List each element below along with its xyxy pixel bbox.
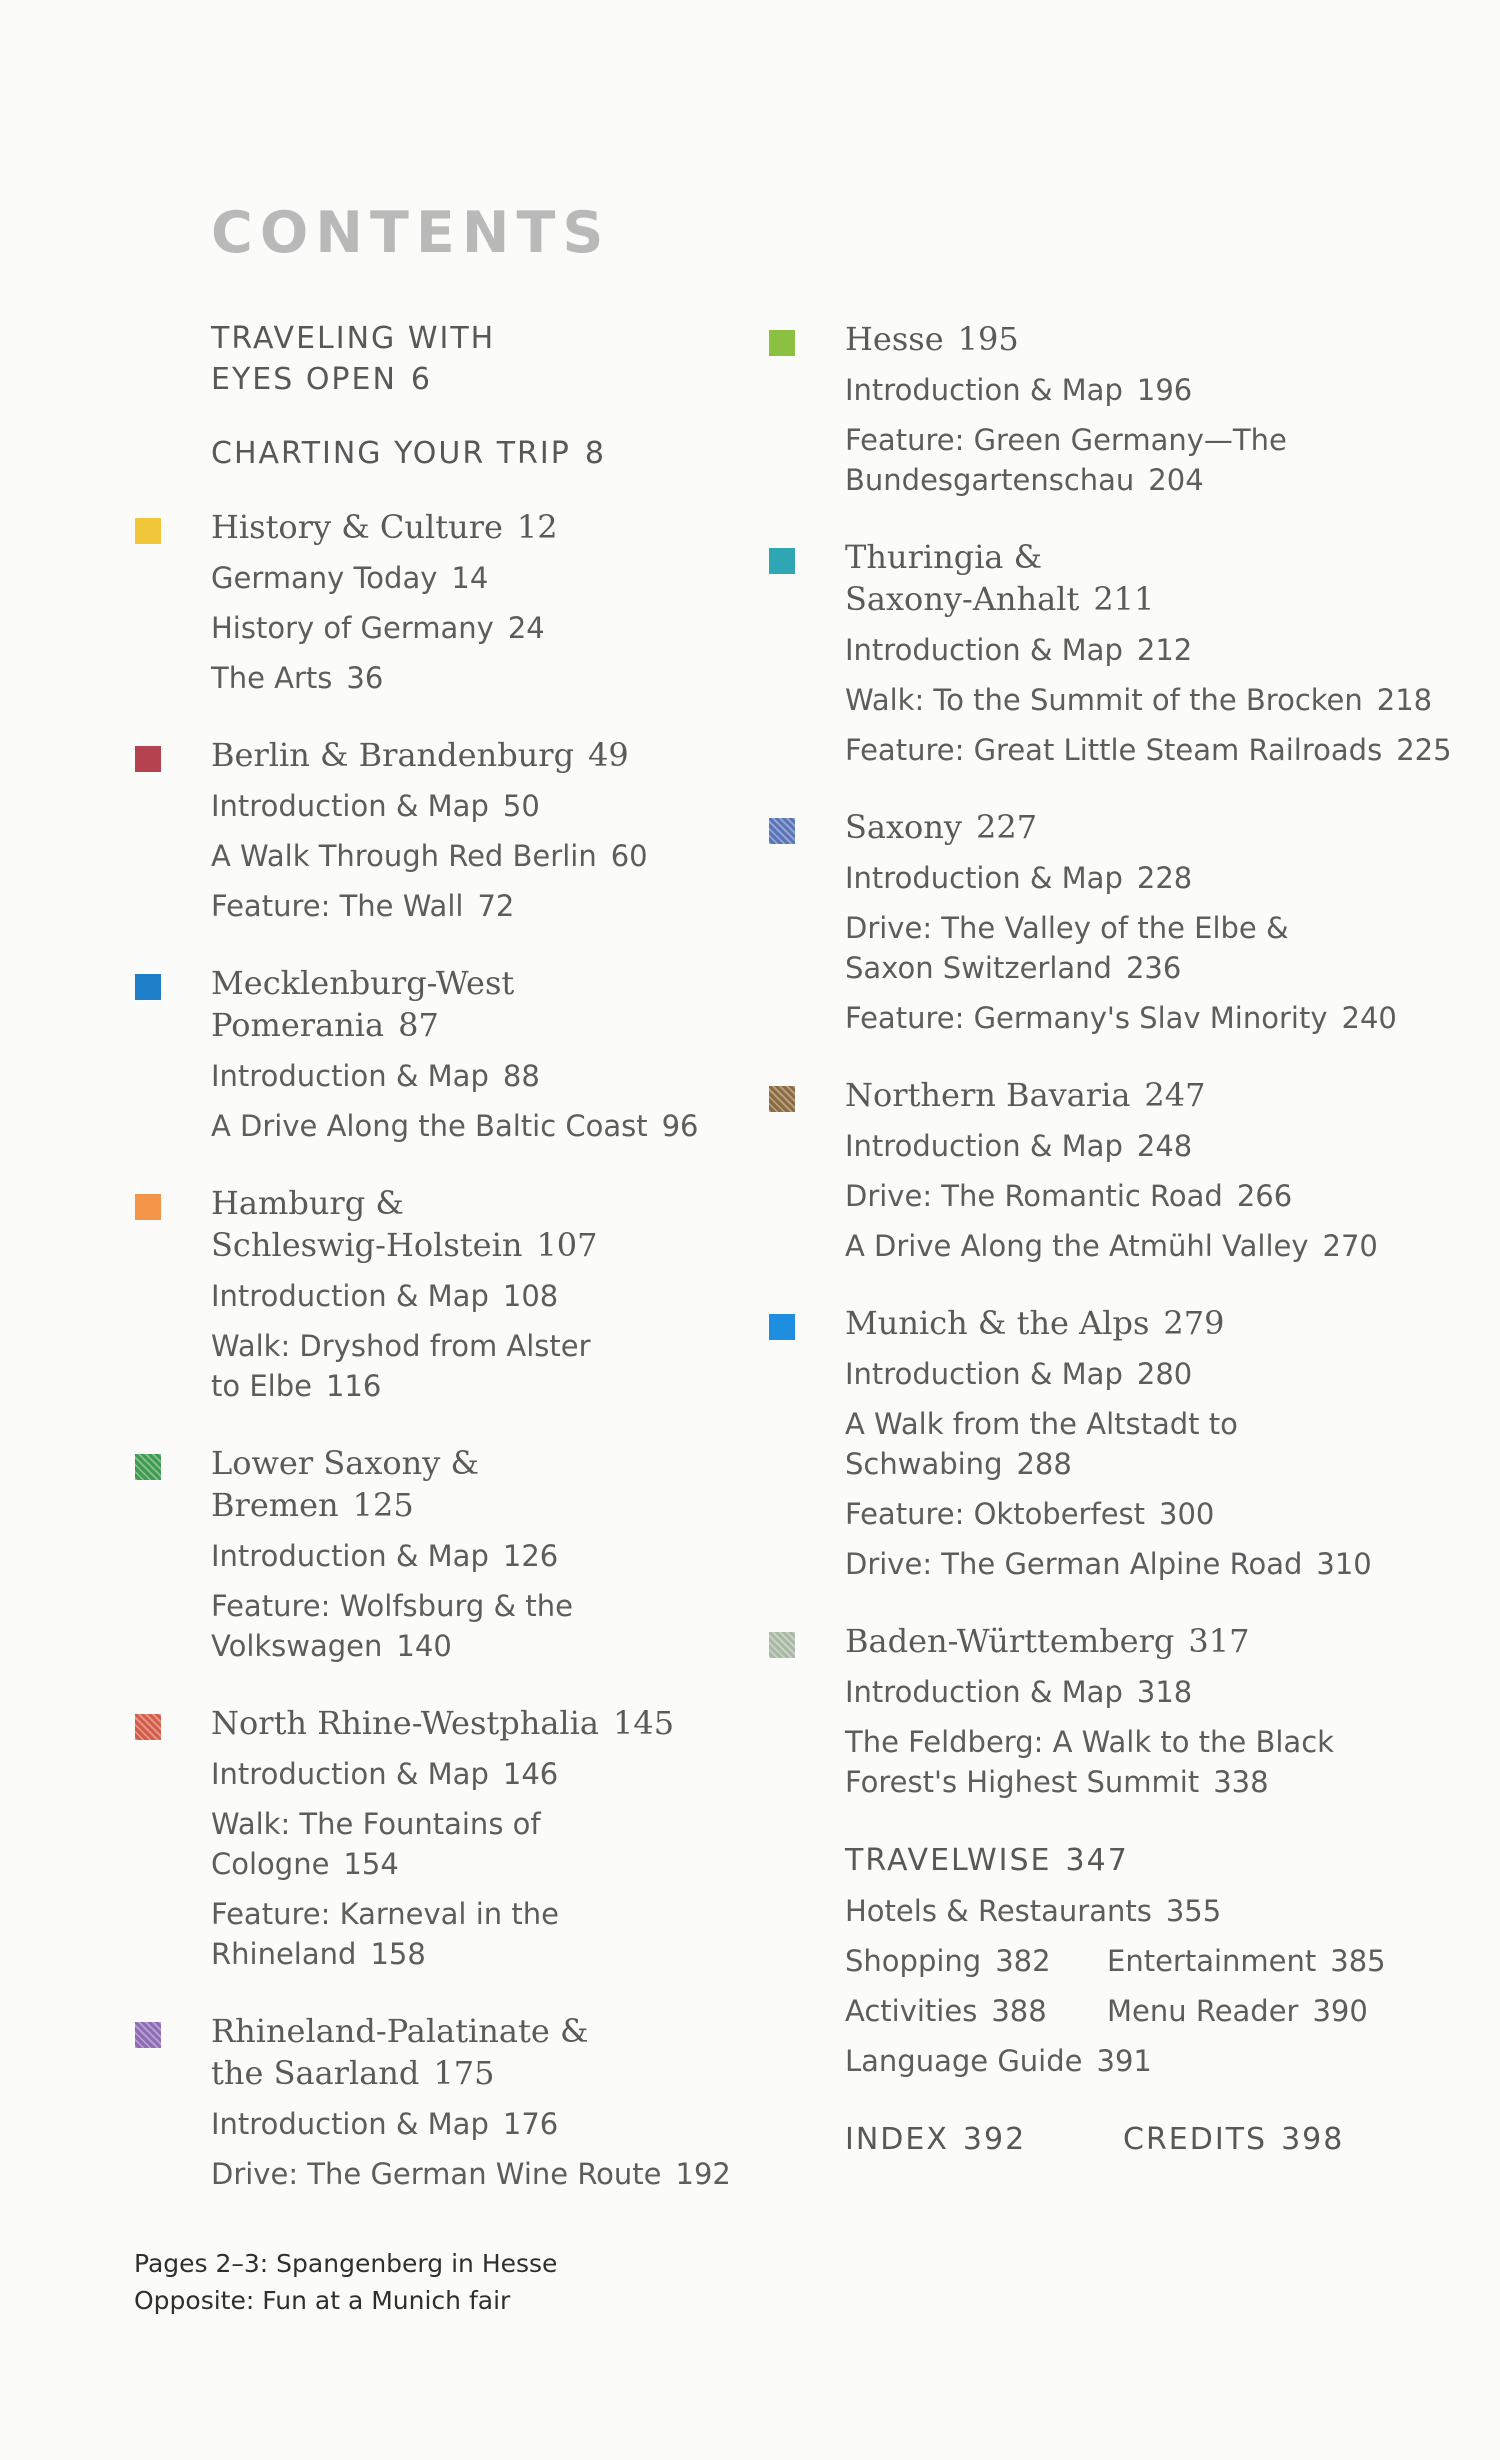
chapter-saxony[interactable] [845, 806, 1465, 1038]
toc-entry[interactable]: Introduction & Map 108 [211, 1279, 559, 1313]
toc-entry[interactable]: Hotels & Restaurants 355 [845, 1894, 1222, 1928]
toc-entry[interactable]: A Drive Along the Atmühl Valley 270 [845, 1229, 1378, 1263]
toc-entry[interactable]: A Walk from the Altstadt to Schwabing 288 [845, 1407, 1238, 1481]
toc-entry[interactable]: A Walk Through Red Berlin 60 [211, 839, 648, 873]
toc-section-index[interactable]: INDEX 392 [845, 2122, 1027, 2157]
toc-entry[interactable]: Drive: The Romantic Road 266 [845, 1179, 1293, 1213]
toc-entry[interactable]: Germany Today 14 [211, 561, 489, 595]
toc-entry[interactable]: Introduction & Map 50 [211, 789, 540, 823]
chapter-title: Mecklenburg-West Pomerania 87 [211, 964, 515, 1044]
chapter-color-swatch [135, 1714, 161, 1740]
section-heading: CHARTING YOUR TRIP 8 [211, 436, 606, 471]
chapter-baden-wurttemberg[interactable] [845, 1620, 1465, 1802]
toc-entry-row [845, 1981, 1465, 2031]
chapter-title: Thuringia & Saxony-Anhalt 211 [845, 538, 1155, 618]
chapter-berlin-brandenburg[interactable] [211, 734, 731, 926]
chapter-color-swatch [135, 518, 161, 544]
toc-index-credits-row [845, 2119, 1465, 2160]
toc-entry[interactable]: Introduction & Map 318 [845, 1675, 1193, 1709]
toc-entry[interactable]: Language Guide 391 [845, 2044, 1152, 2078]
toc-entry[interactable]: Introduction & Map 280 [845, 1357, 1193, 1391]
chapter-color-swatch [135, 1454, 161, 1480]
toc-section-charting[interactable] [211, 433, 731, 474]
chapter-title: Hamburg & Schleswig-Holstein 107 [211, 1184, 598, 1264]
chapter-munich-alps[interactable] [845, 1302, 1465, 1584]
toc-entry[interactable]: Walk: The Fountains of Cologne 154 [211, 1807, 541, 1881]
toc-entry[interactable]: Introduction & Map 146 [211, 1757, 559, 1791]
chapter-title: Berlin & Brandenburg 49 [211, 736, 629, 774]
chapter-title: Saxony 227 [845, 808, 1038, 846]
photo-caption [134, 2245, 557, 2319]
toc-entry[interactable]: Feature: Wolfsburg & the Volkswagen 140 [211, 1589, 573, 1663]
toc-right-column [845, 318, 1465, 2160]
page-number: 6 [410, 362, 433, 397]
chapter-color-swatch [769, 1632, 795, 1658]
chapter-thuringia[interactable] [845, 536, 1465, 770]
toc-section-traveling[interactable] [211, 318, 731, 400]
chapter-color-swatch [135, 974, 161, 1000]
toc-entry[interactable]: Feature: Oktoberfest 300 [845, 1497, 1215, 1531]
chapter-title: Hesse 195 [845, 320, 1019, 358]
chapter-color-swatch [769, 1086, 795, 1112]
toc-entry[interactable]: Menu Reader 390 [1107, 1994, 1368, 2028]
page-number: 8 [584, 436, 606, 471]
toc-entry[interactable]: The Arts 36 [211, 661, 384, 695]
chapter-title: North Rhine-Westphalia 145 [211, 1704, 675, 1742]
chapter-color-swatch [769, 330, 795, 356]
toc-entry[interactable]: Introduction & Map 88 [211, 1059, 540, 1093]
chapter-title: History & Culture 12 [211, 508, 558, 546]
toc-entry[interactable]: Drive: The German Alpine Road 310 [845, 1547, 1372, 1581]
toc-entry[interactable]: Feature: Karneval in the Rhineland 158 [211, 1897, 559, 1971]
chapter-northern-bavaria[interactable] [845, 1074, 1465, 1266]
chapter-title: Baden-Württemberg 317 [845, 1622, 1250, 1660]
chapter-rhineland-palatinate[interactable] [211, 2010, 731, 2194]
toc-entry[interactable]: Shopping 382 [845, 1944, 1051, 1978]
toc-entry[interactable]: Drive: The German Wine Route 192 [211, 2157, 731, 2191]
chapter-color-swatch [769, 818, 795, 844]
toc-left-column [211, 318, 731, 2194]
toc-entry[interactable]: Drive: The Valley of the Elbe & Saxon Switzerland 236 [845, 911, 1289, 985]
toc-entry[interactable]: Introduction & Map 176 [211, 2107, 559, 2141]
toc-entry[interactable]: Feature: Great Little Steam Railroads 225 [845, 733, 1452, 767]
toc-entry[interactable]: Introduction & Map 126 [211, 1539, 559, 1573]
toc-entry[interactable]: A Drive Along the Baltic Coast 96 [211, 1109, 699, 1143]
chapter-title: Lower Saxony & Bremen 125 [211, 1444, 479, 1524]
toc-entry[interactable]: Walk: To the Summit of the Brocken 218 [845, 683, 1433, 717]
toc-entry[interactable]: Introduction & Map 212 [845, 633, 1193, 667]
chapter-color-swatch [135, 2022, 161, 2048]
chapter-mecklenburg[interactable] [211, 962, 731, 1146]
chapter-hamburg[interactable] [211, 1182, 731, 1406]
chapter-lower-saxony[interactable] [211, 1442, 731, 1666]
page-title: CONTENTS [211, 200, 611, 266]
toc-entry[interactable]: History of Germany 24 [211, 611, 545, 645]
toc-entry[interactable]: Feature: Germany's Slav Minority 240 [845, 1001, 1397, 1035]
section-heading: TRAVELWISE 347 [845, 1843, 1129, 1878]
toc-entry[interactable]: Introduction & Map 196 [845, 373, 1193, 407]
caption-line: Opposite: Fun at a Munich fair [134, 2286, 511, 2315]
toc-entry[interactable]: Activities 388 [845, 1994, 1047, 2028]
toc-entry[interactable]: Introduction & Map 228 [845, 861, 1193, 895]
chapter-title: Rhineland-Palatinate & the Saarland 175 [211, 2012, 589, 2092]
toc-entry[interactable]: Introduction & Map 248 [845, 1129, 1193, 1163]
toc-entry[interactable]: Feature: Green Germany—The Bundesgartenschau 204 [845, 423, 1287, 497]
chapter-history-culture[interactable] [211, 506, 731, 698]
chapter-color-swatch [769, 1314, 795, 1340]
chapter-color-swatch [769, 548, 795, 574]
chapter-north-rhine-westphalia[interactable] [211, 1702, 731, 1974]
toc-entry[interactable]: The Feldberg: A Walk to the Black Forest's Highest Summit 338 [845, 1725, 1334, 1799]
chapter-title: Northern Bavaria 247 [845, 1076, 1206, 1114]
section-heading: TRAVELING WITH EYES OPEN 6 [211, 321, 496, 397]
toc-section-travelwise[interactable] [845, 1840, 1465, 2081]
chapter-hesse[interactable] [845, 318, 1465, 500]
toc-entry[interactable]: Feature: The Wall 72 [211, 889, 515, 923]
caption-line: Pages 2–3: Spangenberg in Hesse [134, 2249, 558, 2278]
toc-entry[interactable]: Walk: Dryshod from Alster to Elbe 116 [211, 1329, 591, 1403]
toc-section-credits[interactable]: CREDITS 398 [1123, 2122, 1345, 2157]
chapter-color-swatch [135, 1194, 161, 1220]
chapter-color-swatch [135, 746, 161, 772]
toc-entry-row [845, 1931, 1465, 1981]
chapter-title: Munich & the Alps 279 [845, 1304, 1225, 1342]
toc-entry[interactable]: Entertainment 385 [1107, 1944, 1386, 1978]
